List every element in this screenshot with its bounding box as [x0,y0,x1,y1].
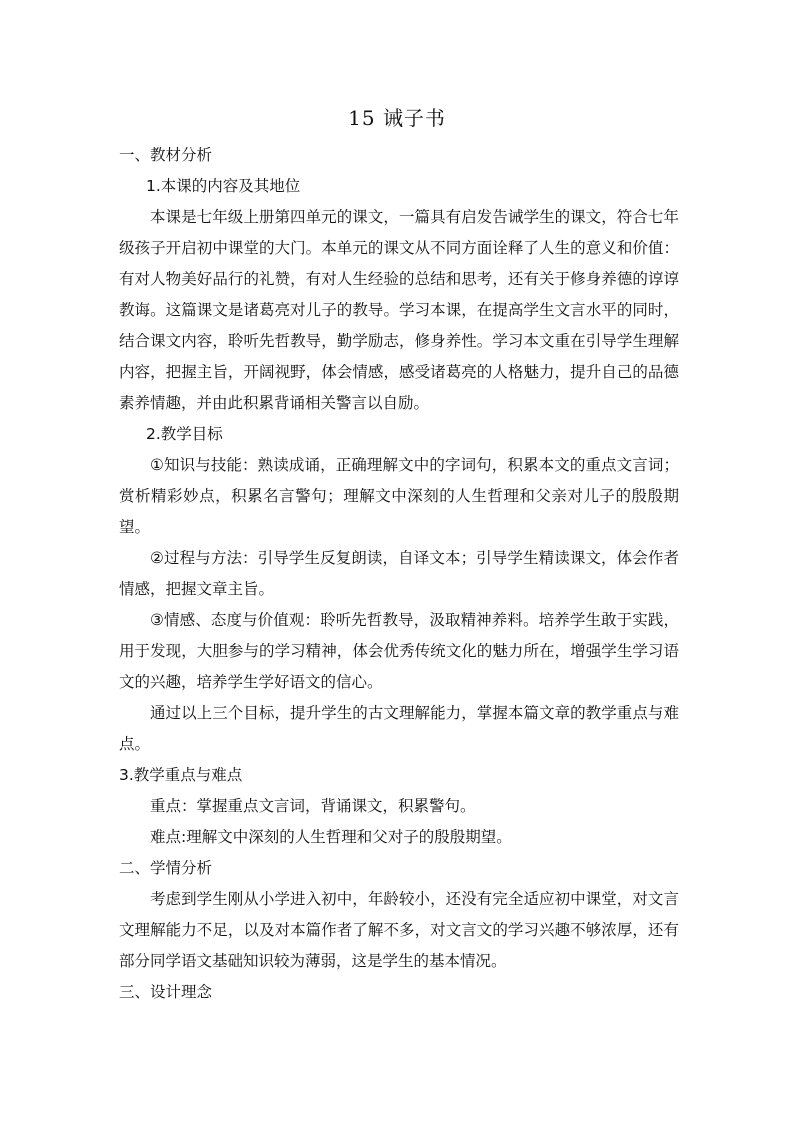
paragraph-goal-emotion: ③情感、态度与价值观：聆听先哲教导，汲取精神养料。培养学生敢于实践，用于发现，大胆参与的学习精神，体会优秀传统文化的魅力所在，增强学生学习语文的兴趣，培养学生学好语文的信心。 [119,611,679,691]
section-heading-design-concept: 三、设计理念 [119,983,213,1001]
paragraph-difficulty: 难点:理解文中深刻的人生哲理和父对子的殷殷期望。 [150,828,512,846]
paragraph-goal-summary: 通过以上三个目标，提升学生的古文理解能力，掌握本篇文章的教学重点与难点。 [119,704,679,753]
subheading-key-difficult-points: 3.教学重点与难点 [119,766,243,784]
subheading-teaching-goals: 2.教学目标 [146,425,223,443]
paragraph-goal-process: ②过程与方法：引导学生反复朗读，自译文本；引导学生精读课文，体会作者情感，把握文章主旨。 [119,549,679,598]
paragraph-goal-knowledge: ①知识与技能：熟读成诵，正确理解文中的字词句，积累本文的重点文言词；赏析精彩妙点，积累名言警句；理解文中深刻的人生哲理和父亲对儿子的殷殷期望。 [119,456,679,536]
paragraph-student-analysis: 考虑到学生刚从小学进入初中，年龄较小，还没有完全适应初中课堂，对文言文理解能力不足，以及对本篇作者了解不多，对文言文的学习兴趣不够浓厚，还有部分同学语文基础知识较为薄弱，这是学生的基本情况。 [119,890,679,970]
document-body [119,140,679,1008]
subheading-content-position: 1.本课的内容及其地位 [146,177,301,195]
document-title: 15 诫子书 [348,106,446,130]
paragraph-key-point: 重点：掌握重点文言词，背诵课文，积累警句。 [150,797,476,815]
section-heading-textbook-analysis: 一、教材分析 [119,146,213,164]
section-heading-student-analysis: 二、学情分析 [119,859,213,877]
paragraph-content-position: 本课是七年级上册第四单元的课文，一篇具有启发告诫学生的课文，符合七年级孩子开启初中课堂的大门。本单元的课文从不同方面诠释了人生的意义和价值：有对人物美好品行的礼赞，有对人生经验的总结和思考，还有关于修身养德的谆谆教诲。这篇课文是诸葛亮对儿子的教导。学习本课，在提高学生文言水平的同时，结合课文内容，聆听先哲教导，勤学励志，修身养性。学习本文重在引导学生理解内容，把握主旨，开阔视野，体会情感，感受诸葛亮的人格魅力，提升自己的品德素养情趣，并由此积累背诵相关警言以自励。 [119,208,679,412]
